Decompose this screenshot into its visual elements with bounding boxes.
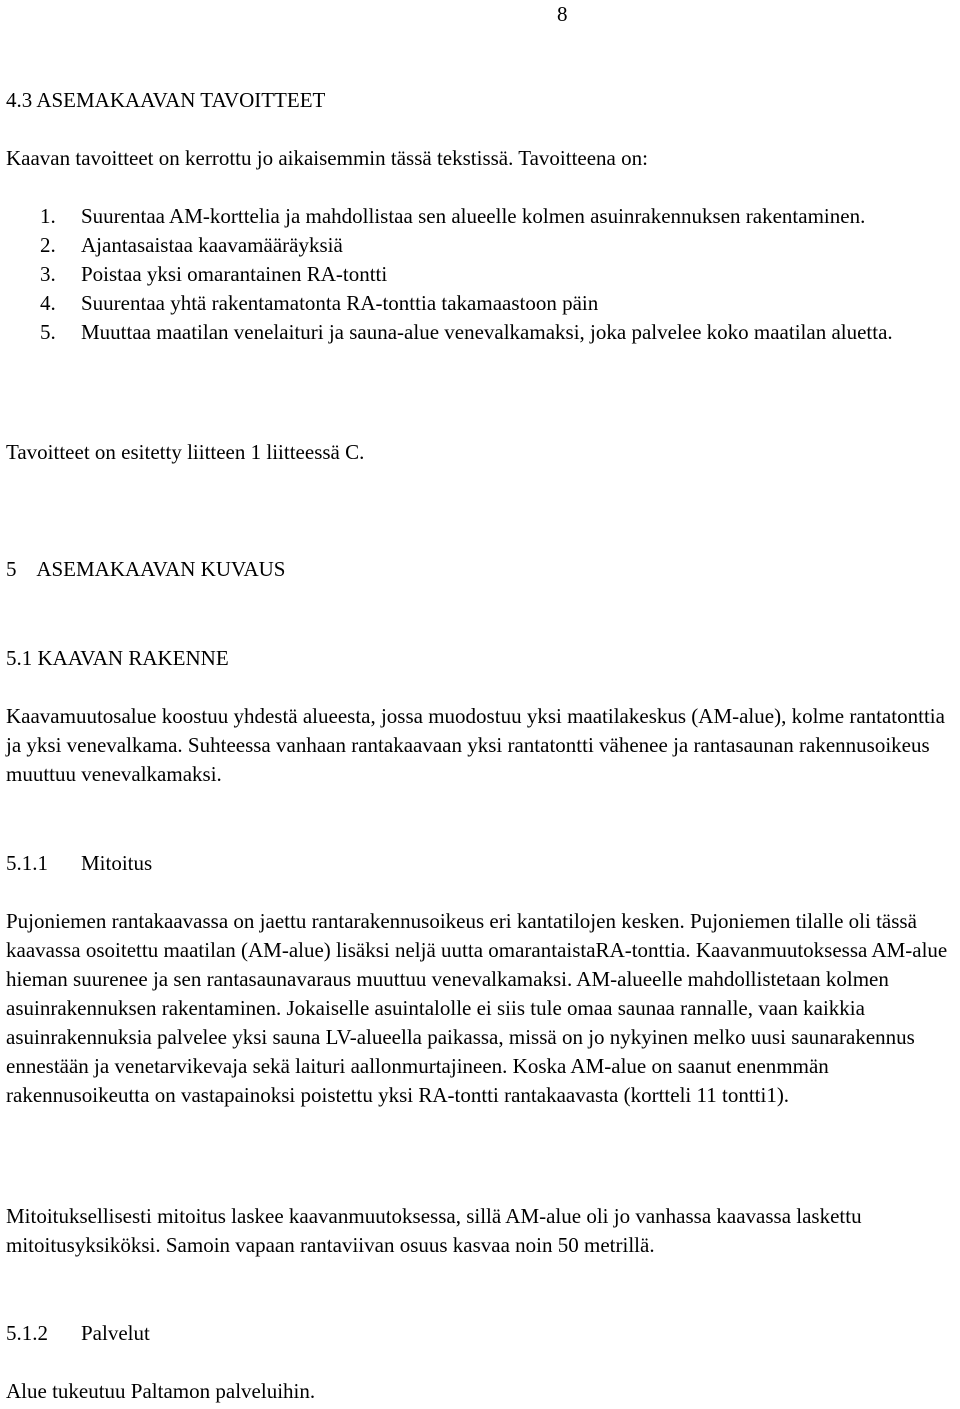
page-number: 8 xyxy=(557,2,568,26)
section-number: 5.1.1 xyxy=(6,851,48,875)
goal-number: 3. xyxy=(40,262,56,286)
goal-text: Ajantasaistaa kaavamääräyksiä xyxy=(81,233,343,257)
section-5-1-2-heading xyxy=(6,1319,150,1348)
section-4-3-heading: 4.3 ASEMAKAAVAN TAVOITTEET xyxy=(6,88,326,112)
goal-text: Suurentaa AM-korttelia ja mahdollistaa sen alueelle kolmen asuinrakennuksen rakentaminen. xyxy=(81,204,866,228)
section-5-1-heading: 5.1 KAAVAN RAKENNE xyxy=(6,646,229,670)
section-5-1-1-body-2: Mitoituksellisesti mitoitus laskee kaavanmuutoksessa, sillä AM-alue oli jo vanhassa kaavassa laskettu mitoitusyksiköksi. Samoin vapaan rantaviivan osuus kasvaa noin 50 metrillä. xyxy=(6,1204,862,1257)
goal-text: Suurentaa yhtä rakentamatonta RA-tonttia takamaastoon päin xyxy=(81,291,599,315)
goal-item xyxy=(6,202,958,231)
section-4-3-closing: Tavoitteet on esitetty liitteen 1 liitteessä C. xyxy=(6,440,365,464)
goal-number: 4. xyxy=(40,291,56,315)
section-5-1-1-heading xyxy=(6,849,152,878)
goal-number: 1. xyxy=(40,204,56,228)
goal-number: 5. xyxy=(40,320,56,344)
section-5-heading: 5 ASEMAKAAVAN KUVAUS xyxy=(6,557,286,581)
goal-item xyxy=(6,231,958,260)
goal-text: Muuttaa maatilan venelaituri ja sauna-alue venevalkamaksi, joka palvelee koko maatilan aluetta. xyxy=(81,320,893,344)
goal-item xyxy=(6,289,958,318)
section-5-1-2-body: Alue tukeutuu Paltamon palveluihin. xyxy=(6,1379,316,1403)
section-title: Mitoitus xyxy=(81,851,153,875)
goal-item xyxy=(6,260,958,289)
section-4-3-intro: Kaavan tavoitteet on kerrottu jo aikaisemmin tässä tekstissä. Tavoitteena on: xyxy=(6,146,648,170)
goal-text: Poistaa yksi omarantainen RA-tontti xyxy=(81,262,388,286)
goal-number: 2. xyxy=(40,233,56,257)
section-5-1-1-body-1: Pujoniemen rantakaavassa on jaettu rantarakennusoikeus eri kantatilojen kesken. Pujoniemen tilalle oli tässä kaavassa osoitettu maatilan (AM-alue) lisäksi neljä uutta omarantaistaRA-tonttia. Kaavanmuutoksessa AM-alue hieman suurenee ja sen rantasaunavaraus muuttuu venevalkamaksi. AM-alueelle mahdollistetaan kolmen asuinrakennuksen rakentaminen. Jokaiselle asuintalolle ei siis tule omaa saunaa rannalle, vaan kaikkia asuinrakennuksia palvelee yksi sauna LV-alueella paikassa, missä on jo nykyinen melko uusi saunarakennus ennestään ja venetarvikevaja sekä laituri aallonmurtajineen. Koska AM-alue on saanut enenmmän rakennusoikeutta on vastapainoksi poistettu yksi RA-tontti rantakaavasta (kortteli 11 tontti1). xyxy=(6,909,948,1107)
goal-item xyxy=(6,318,958,347)
section-5-1-body: Kaavamuutosalue koostuu yhdestä alueesta, jossa muodostuu yksi maatilakeskus (AM-alue), kolme rantatonttia ja yksi venevalkama. Suhteessa vanhaan rantakaavaan yksi rantatontti vähenee ja rantasaunan rakennusoikeus muuttuu venevalkamaksi. xyxy=(6,704,945,786)
goals-list xyxy=(6,202,958,347)
section-title: Palvelut xyxy=(81,1321,150,1345)
section-number: 5.1.2 xyxy=(6,1321,48,1345)
